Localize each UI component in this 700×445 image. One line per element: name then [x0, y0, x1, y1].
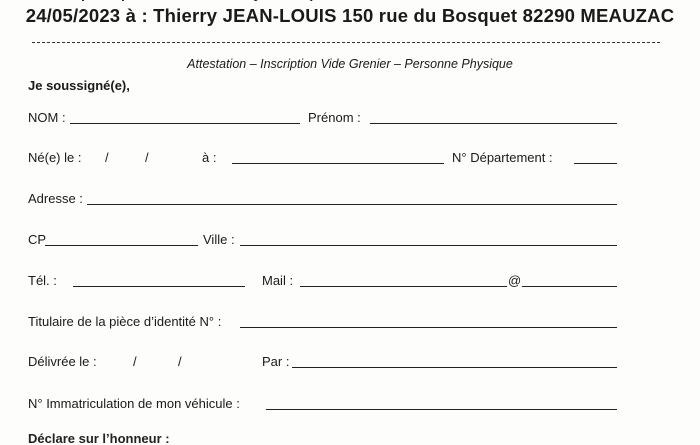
- form-subtitle: Attestation – Inscription Vide Grenier – Personne Physique: [187, 57, 513, 71]
- birthplace-field[interactable]: [232, 163, 444, 164]
- header-title: 24/05/2023 à : Thierry JEAN-LOUIS 150 rue du Bosquet 82290 MEAUZAC: [25, 5, 675, 26]
- tel-label: Tél. :: [28, 273, 57, 288]
- departement-field[interactable]: [574, 163, 617, 164]
- par-field[interactable]: [292, 367, 617, 368]
- dashed-divider: [32, 42, 660, 43]
- departement-label: N° Département :: [452, 150, 553, 165]
- par-label: Par :: [262, 354, 290, 369]
- piece-identite-label: Titulaire de la pièce d’identité N° :: [28, 314, 222, 329]
- intro-label: Je soussigné(e),: [28, 78, 130, 93]
- nom-label: NOM :: [28, 110, 66, 125]
- adresse-field[interactable]: [87, 204, 617, 205]
- cp-field[interactable]: [45, 245, 198, 246]
- mail-label: Mail :: [262, 273, 294, 288]
- piece-identite-field[interactable]: [240, 327, 617, 328]
- prenom-label: Prénom :: [308, 110, 361, 125]
- mail-domain-field[interactable]: [522, 286, 617, 287]
- birth-date-separator: /: [105, 150, 109, 165]
- adresse-label: Adresse :: [28, 191, 83, 206]
- issue-date-separator: /: [178, 354, 182, 369]
- birthplace-label: à :: [202, 150, 217, 165]
- birth-date-separator: /: [145, 150, 149, 165]
- immatriculation-field[interactable]: [266, 409, 617, 410]
- delivree-label: Délivrée le :: [28, 354, 97, 369]
- declare-heading-partial: Déclare sur l’honneur :: [28, 431, 170, 445]
- ville-field[interactable]: [240, 245, 617, 246]
- prenom-field[interactable]: [370, 123, 617, 124]
- at-sign: @: [508, 273, 522, 288]
- ne-le-label: Né(e) le :: [28, 150, 82, 165]
- nom-field[interactable]: [70, 123, 300, 124]
- issue-date-separator: /: [133, 354, 137, 369]
- mail-user-field[interactable]: [300, 286, 507, 287]
- ville-label: Ville :: [203, 232, 235, 247]
- cp-label: CP: [28, 232, 47, 247]
- tel-field[interactable]: [73, 286, 245, 287]
- immatriculation-label: N° Immatriculation de mon véhicule :: [28, 396, 240, 411]
